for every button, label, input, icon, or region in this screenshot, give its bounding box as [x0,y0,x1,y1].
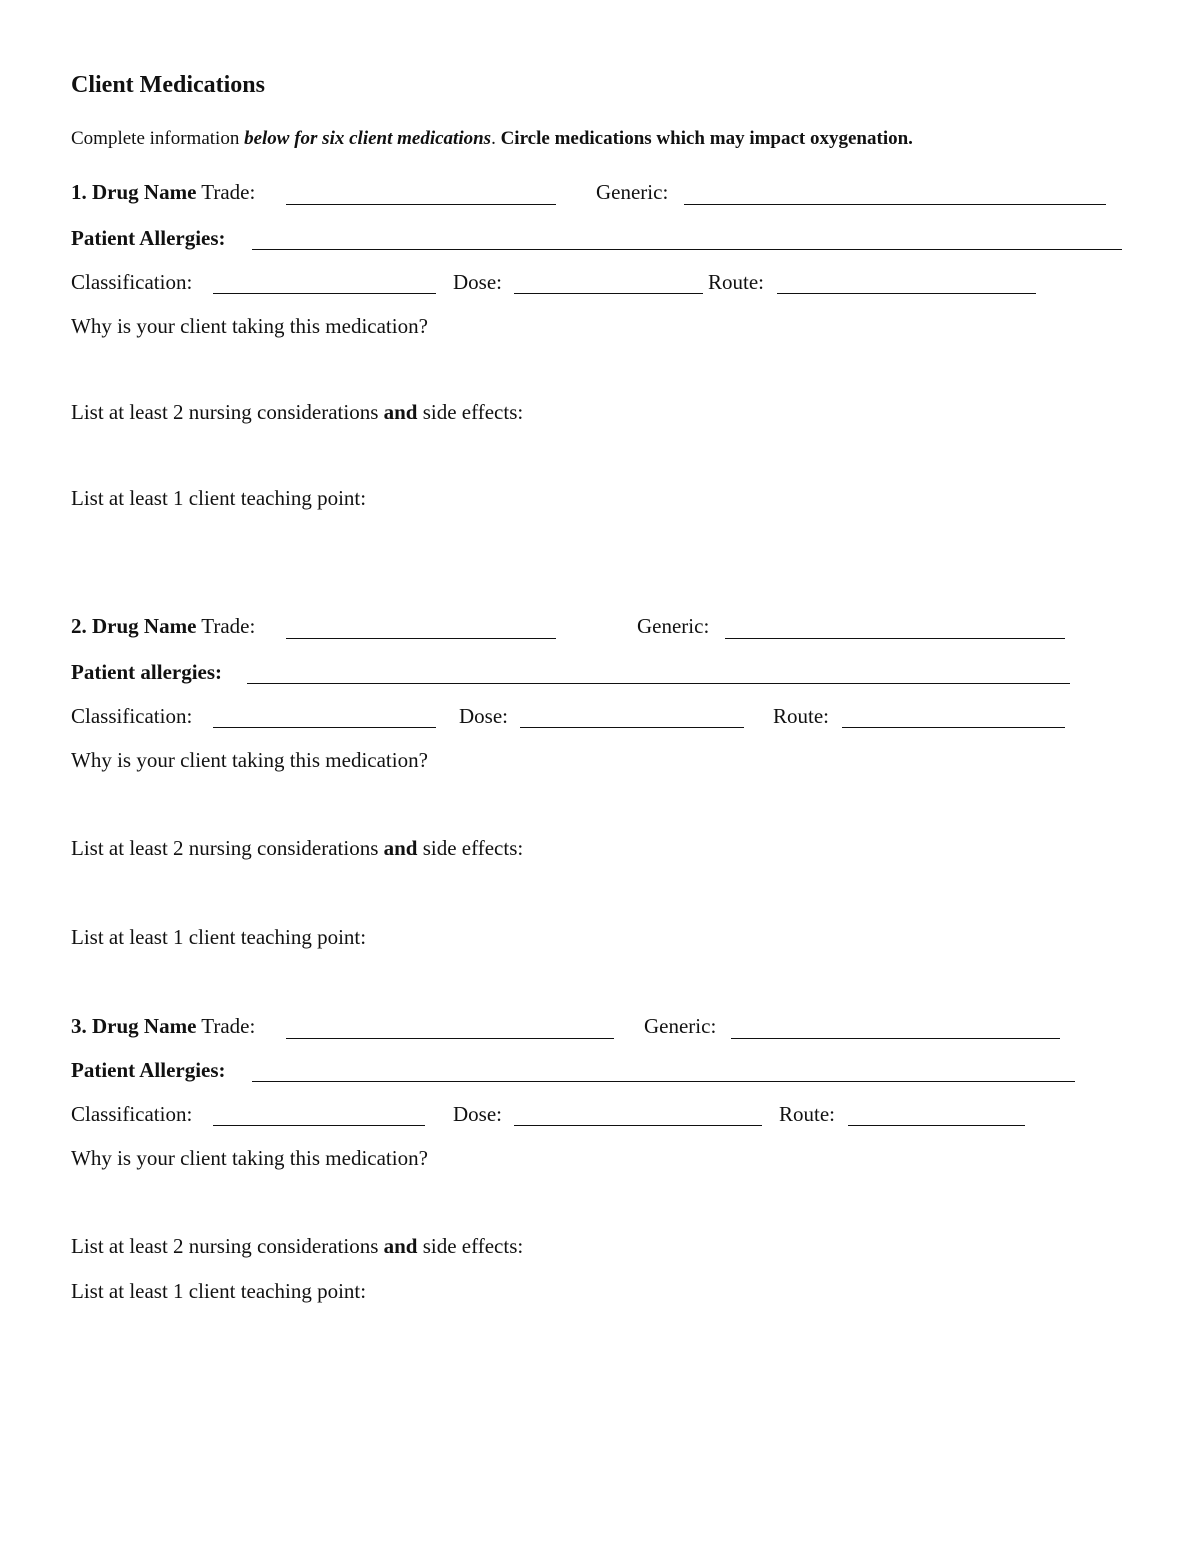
nursing-and: and [383,1234,418,1258]
drug-name-row [71,614,255,639]
route-label: Route: [773,704,829,728]
dose-label: Dose: [453,1102,502,1126]
instructions [71,128,913,150]
nursing-text-end: side effects: [417,836,524,860]
nursing-considerations-prompt [71,836,523,861]
classification-label: Classification: [71,704,193,728]
instructions-emphasis: below for six client medications [244,128,492,149]
classification-field[interactable] [213,293,436,294]
nursing-text-end: side effects: [417,400,524,424]
generic-label: Generic: [644,1014,717,1038]
teaching-point-prompt: List at least 1 client teaching point: [71,486,367,510]
dose-field[interactable] [514,1125,762,1126]
allergies-row [71,226,226,251]
drug-name-label: 3. Drug Name [71,1014,197,1038]
generic-label: Generic: [596,180,669,204]
allergies-row [71,1058,226,1083]
allergies-label: Patient allergies: [71,660,223,684]
instructions-text-2: . [491,128,501,149]
nursing-text: List at least 2 nursing considerations [71,1234,384,1258]
generic-field[interactable] [731,1038,1060,1039]
allergies-row [71,660,222,685]
nursing-text: List at least 2 nursing considerations [71,836,384,860]
nursing-and: and [383,836,418,860]
nursing-considerations-prompt [71,400,523,425]
allergies-field[interactable] [252,1081,1075,1082]
drug-name-label: 1. Drug Name [71,180,197,204]
trade-label: Trade: [201,614,256,638]
dose-label: Dose: [459,704,508,728]
trade-field[interactable] [286,204,556,205]
why-question: Why is your client taking this medication? [71,1146,428,1170]
classification-label: Classification: [71,1102,193,1126]
dose-field[interactable] [514,293,703,294]
allergies-field[interactable] [247,683,1070,684]
why-question: Why is your client taking this medication? [71,314,428,338]
instructions-text-1: Complete information [71,128,245,149]
drug-name-row [71,1014,255,1039]
classification-field[interactable] [213,727,436,728]
route-label: Route: [708,270,764,294]
trade-label: Trade: [201,180,256,204]
teaching-point-prompt: List at least 1 client teaching point: [71,925,367,949]
route-label: Route: [779,1102,835,1126]
route-field[interactable] [842,727,1065,728]
dose-field[interactable] [520,727,744,728]
why-question: Why is your client taking this medication? [71,748,428,772]
nursing-text: List at least 2 nursing considerations [71,400,384,424]
generic-field[interactable] [725,638,1065,639]
page-title: Client Medications [71,72,265,98]
drug-name-label: 2. Drug Name [71,614,197,638]
classification-field[interactable] [213,1125,425,1126]
trade-field[interactable] [286,638,556,639]
allergies-field[interactable] [252,249,1122,250]
instructions-circle-note: Circle medications which may impact oxygenation. [500,128,913,149]
drug-name-row [71,180,255,205]
route-field[interactable] [848,1125,1025,1126]
allergies-label: Patient Allergies: [71,226,226,250]
trade-field[interactable] [286,1038,614,1039]
classification-label: Classification: [71,270,193,294]
generic-label: Generic: [637,614,710,638]
trade-label: Trade: [201,1014,256,1038]
dose-label: Dose: [453,270,502,294]
teaching-point-prompt: List at least 1 client teaching point: [71,1279,367,1303]
generic-field[interactable] [684,204,1106,205]
nursing-and: and [383,400,418,424]
nursing-text-end: side effects: [417,1234,524,1258]
nursing-considerations-prompt [71,1234,523,1259]
allergies-label: Patient Allergies: [71,1058,226,1082]
route-field[interactable] [777,293,1036,294]
